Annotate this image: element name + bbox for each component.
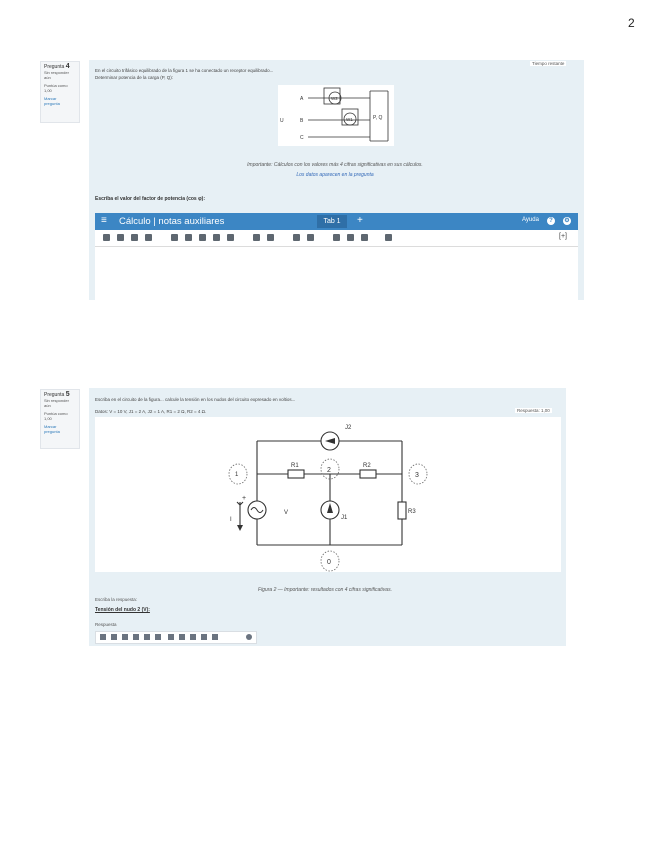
tool-icon[interactable] (155, 634, 161, 640)
sqrt-icon[interactable] (117, 234, 124, 241)
label-j2: J2 (345, 425, 352, 431)
circle-icon[interactable] (246, 634, 252, 640)
question-score-value: 1,00 (44, 416, 52, 421)
node-2: 2 (327, 467, 331, 474)
flag-question-link[interactable]: Marcar (44, 96, 57, 101)
calculator-toolbar (95, 213, 578, 230)
gear-icon[interactable]: ⚙ (564, 218, 570, 224)
label-j1: J1 (341, 515, 348, 521)
answer-prompt: Escriba la respuesta: (95, 597, 138, 602)
tool-icon[interactable] (171, 234, 178, 241)
label-i: I (230, 517, 232, 523)
question-text (95, 396, 560, 415)
wattmeter-circuit (278, 85, 394, 146)
question-info (40, 61, 80, 123)
tool-icon[interactable] (190, 634, 196, 640)
tab-1[interactable]: Tab 1 (317, 215, 347, 228)
tool-icon[interactable] (144, 634, 150, 640)
question-info (40, 389, 80, 449)
tool-icon[interactable] (201, 634, 207, 640)
editor-label: Respuesta (95, 622, 117, 627)
fraction-icon[interactable] (103, 234, 110, 241)
tool-icon[interactable] (199, 234, 206, 241)
help-menu[interactable]: Ayuda (522, 217, 539, 223)
circuit-figure-2 (95, 417, 561, 572)
flag-question-link-2[interactable]: pregunta (44, 429, 60, 434)
question-label: Pregunta (44, 392, 65, 398)
figure-caption: Figura 2 — Importante: resultados con 4 cifras significativas. (258, 587, 392, 593)
label-v: V (284, 510, 289, 516)
answer-link[interactable]: Tensión del nudo 2 (V): (95, 607, 150, 613)
tool-icon[interactable] (111, 634, 117, 640)
question-number: 5 (65, 391, 70, 398)
label-r2: R2 (363, 463, 371, 469)
label-r3: R3 (408, 509, 416, 515)
question-score: Puntúa como (44, 411, 68, 416)
tool-icon[interactable] (227, 234, 234, 241)
tool-icon[interactable] (213, 234, 220, 241)
node-3: 3 (415, 472, 419, 479)
question-status: Sin responder (44, 70, 69, 75)
menu-icon[interactable]: ≡ (101, 215, 107, 226)
label-b: B (300, 118, 304, 124)
question-text-line1: En el circuito trifásico equilibrado de la figura 1 se ha conectado un receptor equilibrado... (95, 68, 274, 73)
label-u: U (280, 118, 284, 124)
calculator-tools (95, 230, 578, 247)
question-status: Sin responder (44, 398, 69, 403)
figure-caption-2: Los datos aparecen en la pregunta (296, 172, 374, 178)
tool-icon[interactable] (333, 234, 340, 241)
expand-button[interactable]: [+] (559, 233, 567, 240)
tool-icon[interactable] (347, 234, 354, 241)
question-number: 4 (65, 63, 70, 70)
power-icon[interactable] (145, 234, 152, 241)
label-w2: W2 (331, 96, 338, 101)
label-r1: R1 (291, 463, 299, 469)
node-0: 0 (327, 559, 331, 566)
timer-label: Tiempo restante (532, 61, 565, 66)
tool-icon[interactable] (361, 234, 368, 241)
calculator-title: Cálculo | notas auxiliares (119, 216, 225, 227)
question-score-value: 1,00 (44, 88, 52, 93)
question-label: Pregunta (44, 64, 65, 70)
flag-question-link-2[interactable]: pregunta (44, 101, 60, 106)
question-status-2: aún (44, 403, 51, 408)
question-text (95, 67, 575, 81)
label-c: C (300, 135, 304, 141)
question-status-2: aún (44, 75, 51, 80)
label-a: A (300, 96, 304, 102)
add-tab-button[interactable]: + (357, 215, 363, 226)
nroot-icon[interactable] (131, 234, 138, 241)
node-1: 1 (235, 472, 239, 478)
tool-icon[interactable] (185, 234, 192, 241)
nodal-circuit (95, 417, 561, 572)
page-number: 2 (628, 16, 635, 30)
flag-question-link[interactable]: Marcar (44, 424, 57, 429)
tool-icon[interactable] (293, 234, 300, 241)
label-load: P, Q (373, 115, 383, 121)
tool-icon[interactable] (122, 634, 128, 640)
tool-icon[interactable] (133, 634, 139, 640)
tool-icon[interactable] (253, 234, 260, 241)
help-icon[interactable]: ? (547, 217, 555, 225)
question-score: Puntúa como (44, 83, 68, 88)
current-arrow (237, 525, 243, 531)
tool-icon[interactable] (307, 234, 314, 241)
tool-icon[interactable] (267, 234, 274, 241)
question-text-line2: Datos: V = 10 V, J1 = 2 A, J2 = 1 A, R1 = 2 Ω, R2 = 4 Ω. (95, 409, 207, 414)
tool-icon[interactable] (212, 634, 218, 640)
figure-caption: Importante: Cálculos con los valores más 4 cifras significativas en sus cálculos. (247, 162, 423, 168)
question-text-line2: Determinar potencia de la carga (P, Q): (95, 75, 173, 80)
question-text-line1: Escriba en el circuito de la figura... calcule la tensión en los nudos del circuito expresado en voltios... (95, 397, 296, 402)
score-label: Respuesta: 1,00 (517, 408, 550, 413)
label-w1: W1 (346, 117, 353, 122)
tool-icon[interactable] (168, 634, 174, 640)
label-plus: + (242, 495, 247, 502)
tool-icon[interactable] (385, 234, 392, 241)
tool-icon[interactable] (100, 634, 106, 640)
calculator-input-area[interactable] (95, 247, 578, 300)
answer-editor-toolbar (95, 631, 257, 644)
answer-prompt: Escriba el valor del factor de potencia (cos φ): (95, 196, 205, 202)
tool-icon[interactable] (179, 634, 185, 640)
circuit-figure-1 (278, 85, 394, 146)
